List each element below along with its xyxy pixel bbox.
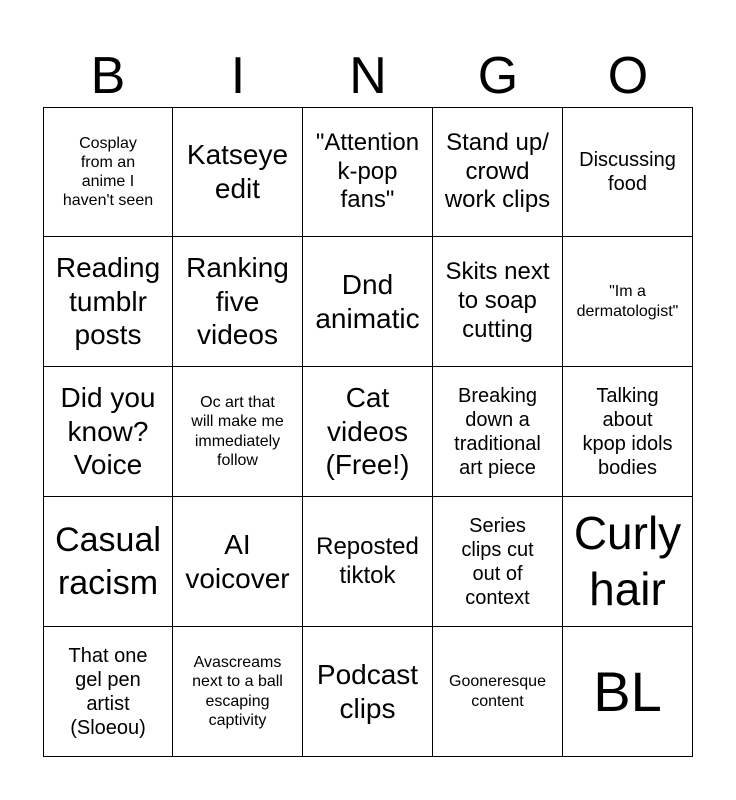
bingo-cell[interactable]: Discussing food [563, 107, 693, 237]
bingo-cell[interactable]: Dnd animatic [303, 237, 433, 367]
bingo-cell[interactable]: AI voicover [173, 497, 303, 627]
bingo-cell[interactable]: Cosplay from an anime I haven't seen [43, 107, 173, 237]
bingo-cell[interactable]: Gooneresque content [433, 627, 563, 757]
bingo-cell[interactable]: Casual racism [43, 497, 173, 627]
bingo-cell[interactable]: Series clips cut out of context [433, 497, 563, 627]
bingo-cell[interactable]: Oc art that will make me immediately follow [173, 367, 303, 497]
bingo-cell[interactable]: "Im a dermatologist" [563, 237, 693, 367]
bingo-card-grid [43, 107, 693, 757]
header-letter-i: I [230, 47, 246, 105]
bingo-cell[interactable]: BL [563, 627, 693, 757]
header-letter-n: N [349, 47, 387, 105]
bingo-cell[interactable]: Reading tumblr posts [43, 237, 173, 367]
header-letter-o: O [607, 47, 649, 105]
bingo-cell[interactable]: Podcast clips [303, 627, 433, 757]
bingo-cell[interactable]: Did you know? Voice [43, 367, 173, 497]
bingo-cell[interactable]: That one gel pen artist (Sloeou) [43, 627, 173, 757]
bingo-cell[interactable]: "Attention k-pop fans" [303, 107, 433, 237]
bingo-cell[interactable]: Cat videos (Free!) [303, 367, 433, 497]
bingo-cell[interactable]: Stand up/ crowd work clips [433, 107, 563, 237]
bingo-cell[interactable]: Curly hair [563, 497, 693, 627]
bingo-header [43, 46, 693, 106]
bingo-cell[interactable]: Skits next to soap cutting [433, 237, 563, 367]
bingo-cell[interactable]: Avascreams next to a ball escaping captivity [173, 627, 303, 757]
header-letter-b: B [90, 47, 126, 105]
bingo-cell[interactable]: Talking about kpop idols bodies [563, 367, 693, 497]
bingo-cell[interactable]: Ranking five videos [173, 237, 303, 367]
header-letter-g: G [477, 47, 519, 105]
bingo-cell[interactable]: Katseye edit [173, 107, 303, 237]
bingo-cell[interactable]: Reposted tiktok [303, 497, 433, 627]
bingo-cell[interactable]: Breaking down a traditional art piece [433, 367, 563, 497]
